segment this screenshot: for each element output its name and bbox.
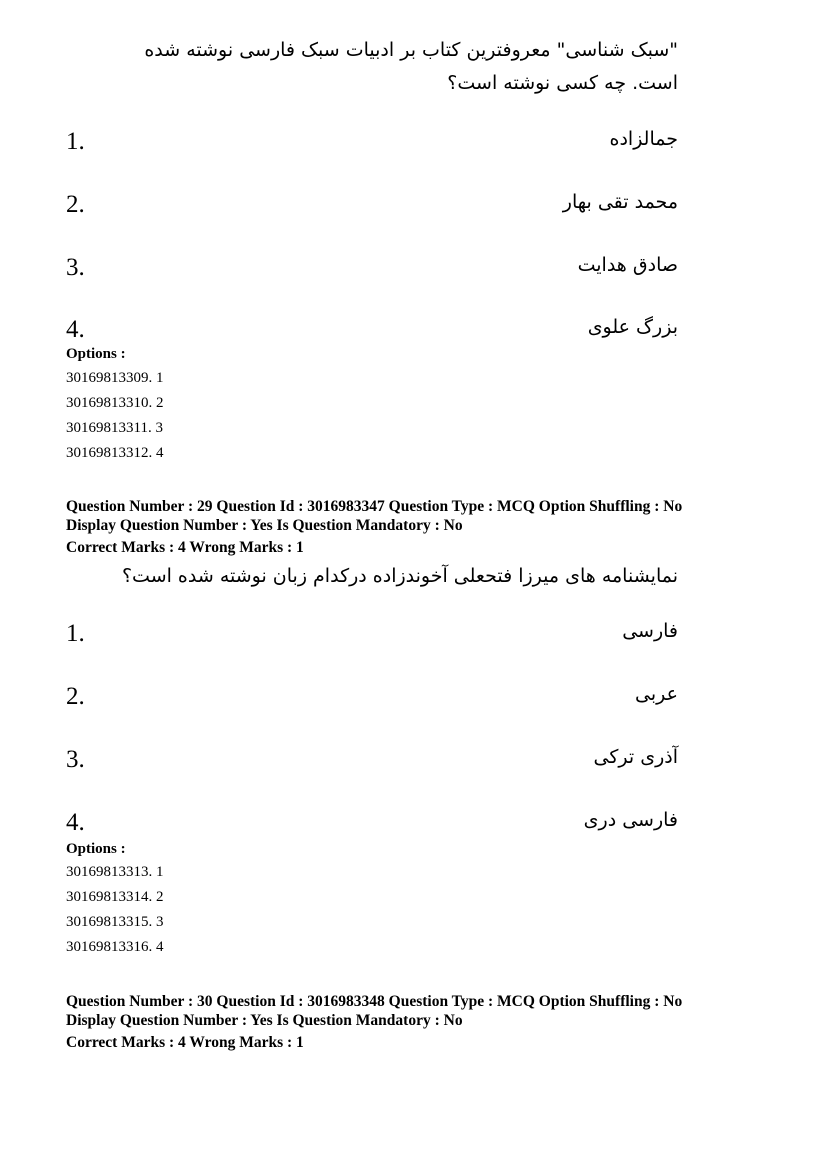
answer-option [66, 746, 678, 780]
option-text: جمالزاده [609, 128, 678, 150]
option-id: 30169813312. 4 [66, 445, 164, 461]
option-text: فارسی دری [583, 809, 678, 831]
question-meta-line: Correct Marks : 4 Wrong Marks : 1 [66, 1034, 304, 1051]
option-number: 1. [66, 128, 85, 155]
option-number: 3. [66, 746, 85, 773]
option-id: 30169813310. 2 [66, 395, 164, 411]
option-text: عربی [635, 683, 678, 705]
option-number: 2. [66, 683, 85, 710]
question-meta-line: Display Question Number : Yes Is Question Mandatory : No [66, 1012, 463, 1029]
option-text: صادق هدایت [577, 254, 678, 276]
option-id: 30169813314. 2 [66, 889, 164, 905]
question-meta-line: Correct Marks : 4 Wrong Marks : 1 [66, 539, 304, 556]
option-number: 2. [66, 191, 85, 218]
question-meta-line: Display Question Number : Yes Is Question Mandatory : No [66, 517, 463, 534]
option-text: محمد تقی بهار [562, 191, 678, 213]
option-id: 30169813316. 4 [66, 939, 164, 955]
option-number: 3. [66, 254, 85, 281]
question-meta-line: Question Number : 30 Question Id : 3016983348 Question Type : MCQ Option Shuffling : No [66, 993, 683, 1010]
question-text-line: نمایشنامه های میرزا فتحعلی آخوندزاده درکدام زبان نوشته شده است؟ [121, 565, 678, 587]
option-text: فارسی [622, 620, 678, 642]
question-meta [66, 992, 682, 1052]
question-text-line: است. چه کسی نوشته است؟ [447, 72, 678, 94]
question-text [66, 34, 678, 100]
question-meta [66, 497, 682, 557]
answer-option [66, 316, 678, 350]
question-meta-line: Question Number : 29 Question Id : 3016983347 Question Type : MCQ Option Shuffling : No [66, 498, 683, 515]
answer-option [66, 683, 678, 717]
answer-option [66, 809, 678, 843]
option-number: 4. [66, 316, 85, 343]
options-label: Options : [66, 841, 126, 857]
option-number: 4. [66, 809, 85, 836]
options-label: Options : [66, 346, 126, 362]
option-id: 30169813309. 1 [66, 370, 164, 386]
answer-option [66, 620, 678, 654]
option-id: 30169813315. 3 [66, 914, 164, 930]
question-text-line: "سبک شناسی" معروفترین کتاب بر ادبیات سبک فارسی نوشته شده [144, 39, 678, 61]
answer-option [66, 191, 678, 225]
answer-option [66, 254, 678, 288]
option-id: 30169813313. 1 [66, 864, 164, 880]
option-number: 1. [66, 620, 85, 647]
answer-option [66, 128, 678, 162]
option-id: 30169813311. 3 [66, 420, 163, 436]
option-text: بزرگ علوی [587, 316, 678, 338]
option-text: آذری ترکی [593, 746, 678, 768]
question-text [66, 560, 678, 593]
